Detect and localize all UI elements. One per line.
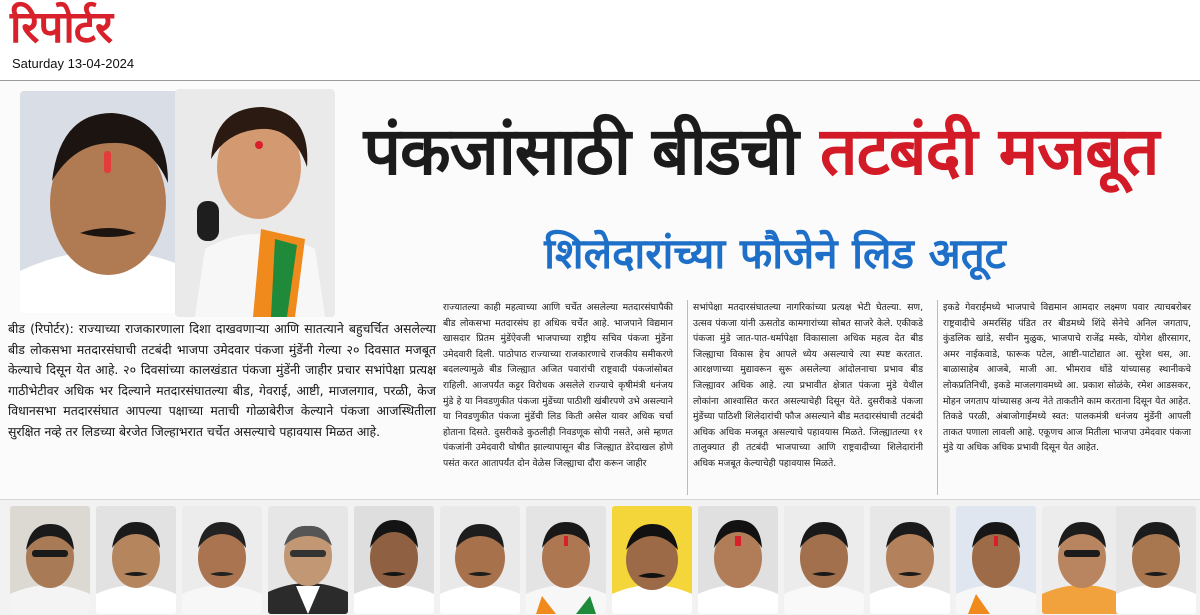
supporter-photo [612,506,692,614]
supporter-photo [526,506,606,614]
headline [330,97,1192,207]
leader-photo-left [20,91,190,313]
headline-red-part: तटबंदी मजबूत [820,113,1159,190]
supporter-photo [698,506,778,614]
newspaper-page [0,80,1200,615]
supporter-photo [1042,506,1122,614]
article-column-1: राज्यातल्या काही महत्वाच्या आणि चर्चेत असलेल्या मतदारसंघापैकी बीड लोकसभा मतदारसंघ हा अधिक चर्चेत आहे. भाजपाने विद्यमान खासदार प्रितम मुंडेंऐवजी भाजपाच्या राष्ट्रीय सचिव पंकजा मुंडेंना उमेदवारी दिली. पाठोपाठ राज्याच्या राजकारणाचे राजकीय समीकरणे बदलल्यामुळे बीड जिल्ह्यात अजित पवारांची राष्ट्रवादी पंकजांसोबत राहिली. आजपर्यंत कट्टर विरोधक असलेले राज्याचे कृषीमंत्री धनंजय मुंडे हे या निवडणुकीत पंकजा मुंडेंच्या पाठीशी खंबीरपणे उभे असल्याने या निवडणुकीत पंकजा मुंडेंची लिड किती असेल यावर अधिक चर्चा होताना दिसते. दुसरीकडे कुठलीही निवडणूक सोपी नसते, असे म्हणत पंकजांनी उमेदवारी घोषीत झाल्यापासून बीड जिल्ह्यात डेरेदाखल होणे पसंत करत आतापर्यंत दोन वेळेस जिल्ह्याचा दौरा करून जाहीर [443,302,673,469]
supporter-photo [870,506,950,614]
supporter-photo [354,506,434,614]
supporter-photo [956,506,1036,614]
candidate-photo-pankaja [175,89,335,317]
supporter-photo [182,506,262,614]
supporter-photo [1116,506,1196,614]
newspaper-logo: रिपोर्टर [10,2,112,53]
supporter-photo [784,506,864,614]
supporters-photo-strip [0,499,1200,615]
masthead [0,0,1200,78]
subheadline: शिलेदारांच्या फौजेने लिड अतूट [544,229,1006,278]
article-column-3: इकडे गेवराईमध्ये भाजपाचे विद्यमान आमदार लक्ष्मण पवार त्याचबरोबर राष्ट्रवादीचे अमरसिंह पंडित तर बीडमध्ये शिंदे सेनेचे अनिल जगताप, कुंडलिक खांडे, सचीन मुळुक, भाजपाचे राजेंद्र मस्के, योगेश क्षीरसागर, अमर नाईकवाडे, फारूक पटेल, आष्टी-पाटोद्यात आ. सुरेश धस, आ. बाळासाहेब आजबे, माजी आ. भीमराव धोंडे यांच्यासह स्थानीकचे लोकप्रतिनिधी, इकडे माजलगावमध्ये आ. प्रकाश सोळंके, रमेश आडसकर, मोहन जगताप यांच्यासह अन्य नेते ताकतीने काम करताना दिसून येत आहेत. तिकडे परळी, अंबाजोगाईमध्ये स्वत: पालकमंत्री धनंजय मुंडेंनी आपली ताकत पणाला लावली आहे. एकूणच आज मितीला भाजपा उमेदवार पंकजा मुंडे या अधिक अधिक प्रभावी दिसून येत आहेत. [943,302,1191,454]
supporter-photo [96,506,176,614]
column-divider [937,300,938,495]
article-column-2: सभांपेक्षा मतदारसंघातल्या नागरिकांच्या प्रत्यक्ष भेटी घेतल्या. सण, उत्सव पंकजा यांनी ऊसतोड कामगारांच्या सोबत साजरे केले. एकीकडे पंकजा मुंडे जात-पात-धर्मापेक्षा विकासाला अधिक महत्व देत बीड जिल्ह्याचा विकास हेच आपले ध्येय असल्याचे त्या स्पष्ट करतात. आरक्षणाच्या मुद्यावरून सुरू असलेल्या आंदोलनाचा प्रभाव बीड जिल्ह्यावर अधिक आहे. त्या प्रभावीत क्षेत्रात पंकजा मुंडे येथील लोकांना आश्वासित करत असल्याचेही दिसून येते. दुसरीकडे पंकजा मुंडेंच्या पाठिशी शिलेदारांची फौज असल्याने बीड मतदारसंघाची तटबंदी अधिक अधिक मजबूत असल्याचे पहावयास मिळते. जिल्ह्यातल्या ११ तालुक्यात ही तटबंदी भाजपाच्या आणि राष्ट्रवादीच्या शिलेदारांनी अधिक मजबूत केल्याचेही पहावयास मिळते. [693,302,923,469]
column-divider [687,300,688,495]
supporter-photo [10,506,90,614]
supporter-photo [268,506,348,614]
lead-paragraph: बीड (रिपोर्टर): राज्याच्या राजकारणाला दिशा दाखवणाऱ्या आणि सातत्याने बहुचर्चित असलेल्या बीड लोकसभा मतदारसंघाची तटबंदी भाजपा उमेदवार पंकजा मुंडेंनी गेल्या २० दिवसात मजबूत केल्याचे दिसून येत आहे. २० दिवसांच्या कालखंडात पंकजा मुंडेंनी जाहीर प्रचार सभांपेक्षा प्रत्यक्ष गाठीभेटीवर अधिक भर दिल्याने मतदारसंघातल्या बीड, गेवराई, आष्टी, माजलगाव, परळी, केज विधानसभा मतदारसंघात आपल्या पक्षाच्या मताची गोळाबेरीज केल्याने पंकजा आजस्थितीला सुरक्षित नव्हे तर लिडच्या बेरजेत जिल्हाभरात चर्चेत असल्याचे पहावयास मिळत आहे. [8,321,436,439]
headline-black-part: पंकजांसाठी बीडची [363,113,820,190]
edition-date: Saturday 13-04-2024 [12,56,135,71]
supporter-photo [440,506,520,614]
